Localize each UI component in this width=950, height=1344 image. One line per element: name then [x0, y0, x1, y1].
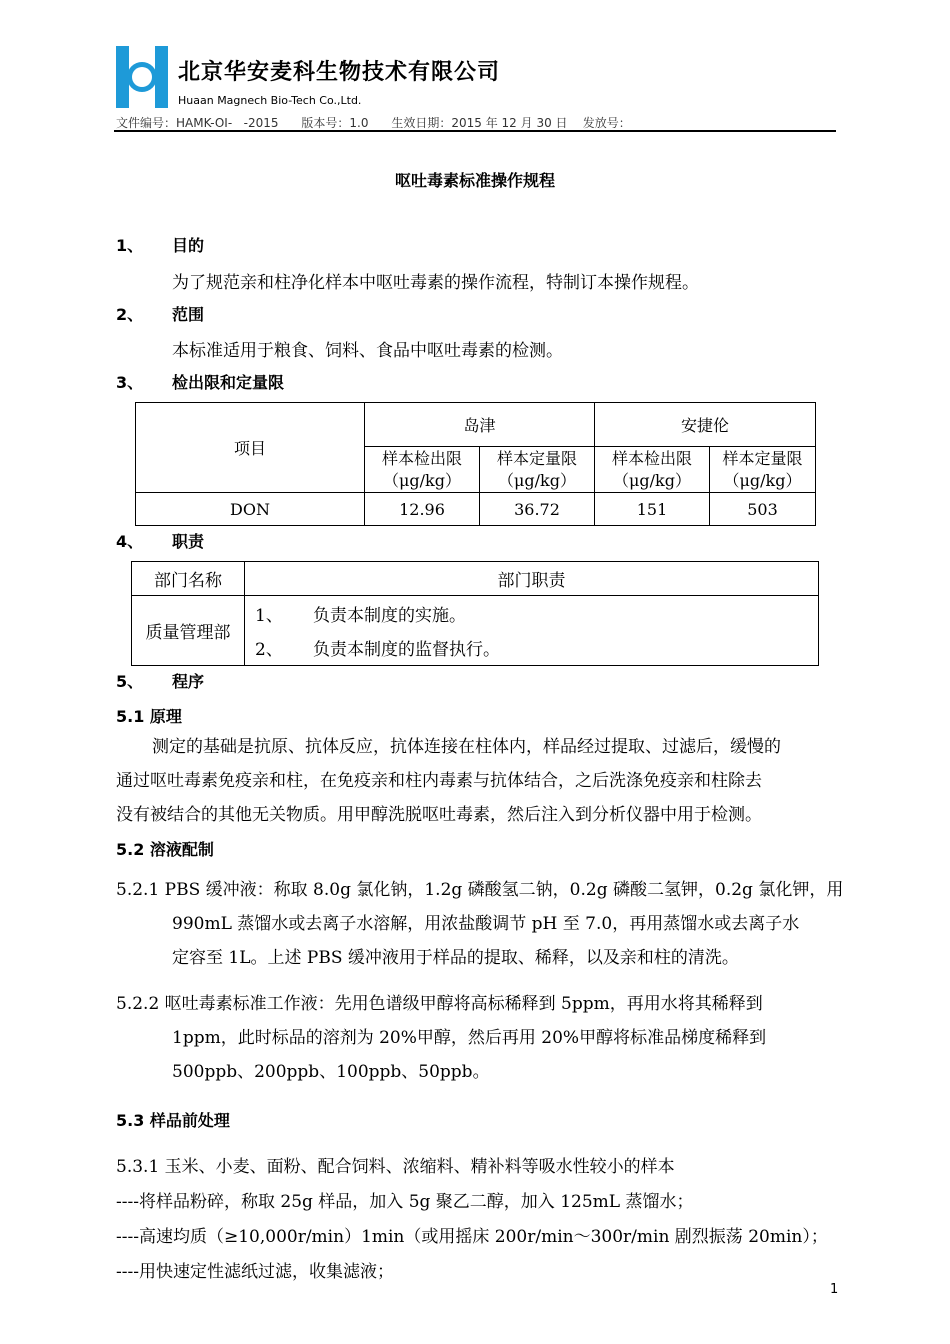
- section-1-heading: 1、 目的: [116, 236, 205, 255]
- th-lod-1: 样本检出限（μg/kg）: [365, 447, 480, 493]
- th-dept-duty: 部门职责: [245, 562, 819, 596]
- company-logo-icon: [116, 46, 168, 108]
- section-3-heading: 3、 检出限和定量限: [116, 373, 285, 392]
- document-title: 呕吐毒素标准操作规程: [394, 171, 555, 190]
- section-2-heading: 2、 范围: [116, 305, 205, 324]
- table-row: [136, 493, 816, 526]
- header-rule: [114, 130, 836, 132]
- responsibility-table: [131, 561, 819, 666]
- duty-item: 2、 负责本制度的监督执行。: [245, 631, 819, 666]
- th-lod-2: 样本检出限（μg/kg）: [595, 447, 710, 493]
- doc-number: 文件编号：HAMK-OI- -2015: [116, 116, 279, 130]
- section-5-1-heading: 5.1 原理: [116, 707, 182, 726]
- section-5-2-2-text: 5.2.2 呕吐毒素标准工作液：先用色谱级甲醇将高标稀释到 5ppm，再用水将其稀释到 1ppm，此时标品的溶剂为 20%甲醇，然后再用 20%甲醇将标准品梯度稀释到 500ppb、200ppb、100ppb、50ppb。: [116, 994, 767, 1082]
- th-item: 项目: [136, 403, 365, 493]
- list-item: ----高速均质（≥10,000r/min）1min（或用摇床 200r/min～300r/min 剧烈振荡 20min）；: [116, 1227, 828, 1247]
- cell-value: 36.72: [480, 493, 595, 526]
- th-agilent: 安捷伦: [595, 403, 816, 447]
- doc-effective-date: 生效日期：2015 年 12 月 30 日: [391, 116, 568, 130]
- cell-value: 151: [595, 493, 710, 526]
- section-5-3-heading: 5.3 样品前处理: [116, 1111, 230, 1130]
- doc-issue-no: 发放号：: [582, 116, 631, 130]
- section-2-text: 本标准适用于粮食、饲料、食品中呕吐毒素的检测。: [172, 341, 563, 361]
- th-loq-2: 样本定量限（μg/kg）: [710, 447, 816, 493]
- cell-analyte: DON: [136, 493, 365, 526]
- list-item: ----用快速定性滤纸过滤，收集滤液；: [116, 1262, 394, 1282]
- th-dept-name: 部门名称: [132, 562, 245, 596]
- duty-item: 1、 负责本制度的实施。: [245, 596, 819, 631]
- company-name-cn: 北京华安麦科生物技术有限公司: [178, 60, 501, 85]
- cell-value: 503: [710, 493, 816, 526]
- list-item: ----将样品粉碎，称取 25g 样品，加入 5g 聚乙二醇，加入 125mL 蒸馏水；: [116, 1192, 694, 1212]
- section-5-heading: 5、 程序: [116, 672, 205, 691]
- doc-version: 版本号：1.0: [301, 116, 369, 130]
- section-4-heading: 4、 职责: [116, 532, 205, 551]
- section-5-1-text: 测定的基础是抗原、抗体反应，抗体连接在柱体内，样品经过提取、过滤后，缓慢的 通过呕吐毒素免疫亲和柱，在免疫亲和柱内毒素与抗体结合，之后洗涤免疫亲和柱除去 没有被结合的其他无关物质。用甲醇洗脱呕吐毒素，然后注入到分析仪器中用于检测。: [116, 737, 781, 825]
- page-number: 1: [830, 1282, 839, 1297]
- cell-dept: 质量管理部: [132, 596, 245, 666]
- company-name-en: Huaan Magnech Bio-Tech Co.,Ltd.: [178, 94, 362, 107]
- doc-meta: [116, 114, 631, 131]
- section-5-3-1-text: 5.3.1 玉米、小麦、面粉、配合饲料、浓缩料、精补料等吸水性较小的样本: [116, 1157, 675, 1177]
- th-loq-1: 样本定量限（μg/kg）: [480, 447, 595, 493]
- cell-value: 12.96: [365, 493, 480, 526]
- th-shimadzu: 岛津: [365, 403, 595, 447]
- section-1-text: 为了规范亲和柱净化样本中呕吐毒素的操作流程，特制订本操作规程。: [172, 273, 699, 293]
- section-5-2-1-text: 5.2.1 PBS 缓冲液：称取 8.0g 氯化钠，1.2g 磷酸氢二钠，0.2g 磷酸二氢钾，0.2g 氯化钾，用 990mL 蒸馏水或去离子水溶解，用浓盐酸调节 pH 至 7.0，再用蒸馏水或去离子水 定容至 1L。上述 PBS 缓冲液用于样品的提取、稀释，以及亲和柱的清洗。: [116, 880, 844, 968]
- detection-limit-table: [135, 402, 816, 526]
- section-5-2-heading: 5.2 溶液配制: [116, 840, 214, 859]
